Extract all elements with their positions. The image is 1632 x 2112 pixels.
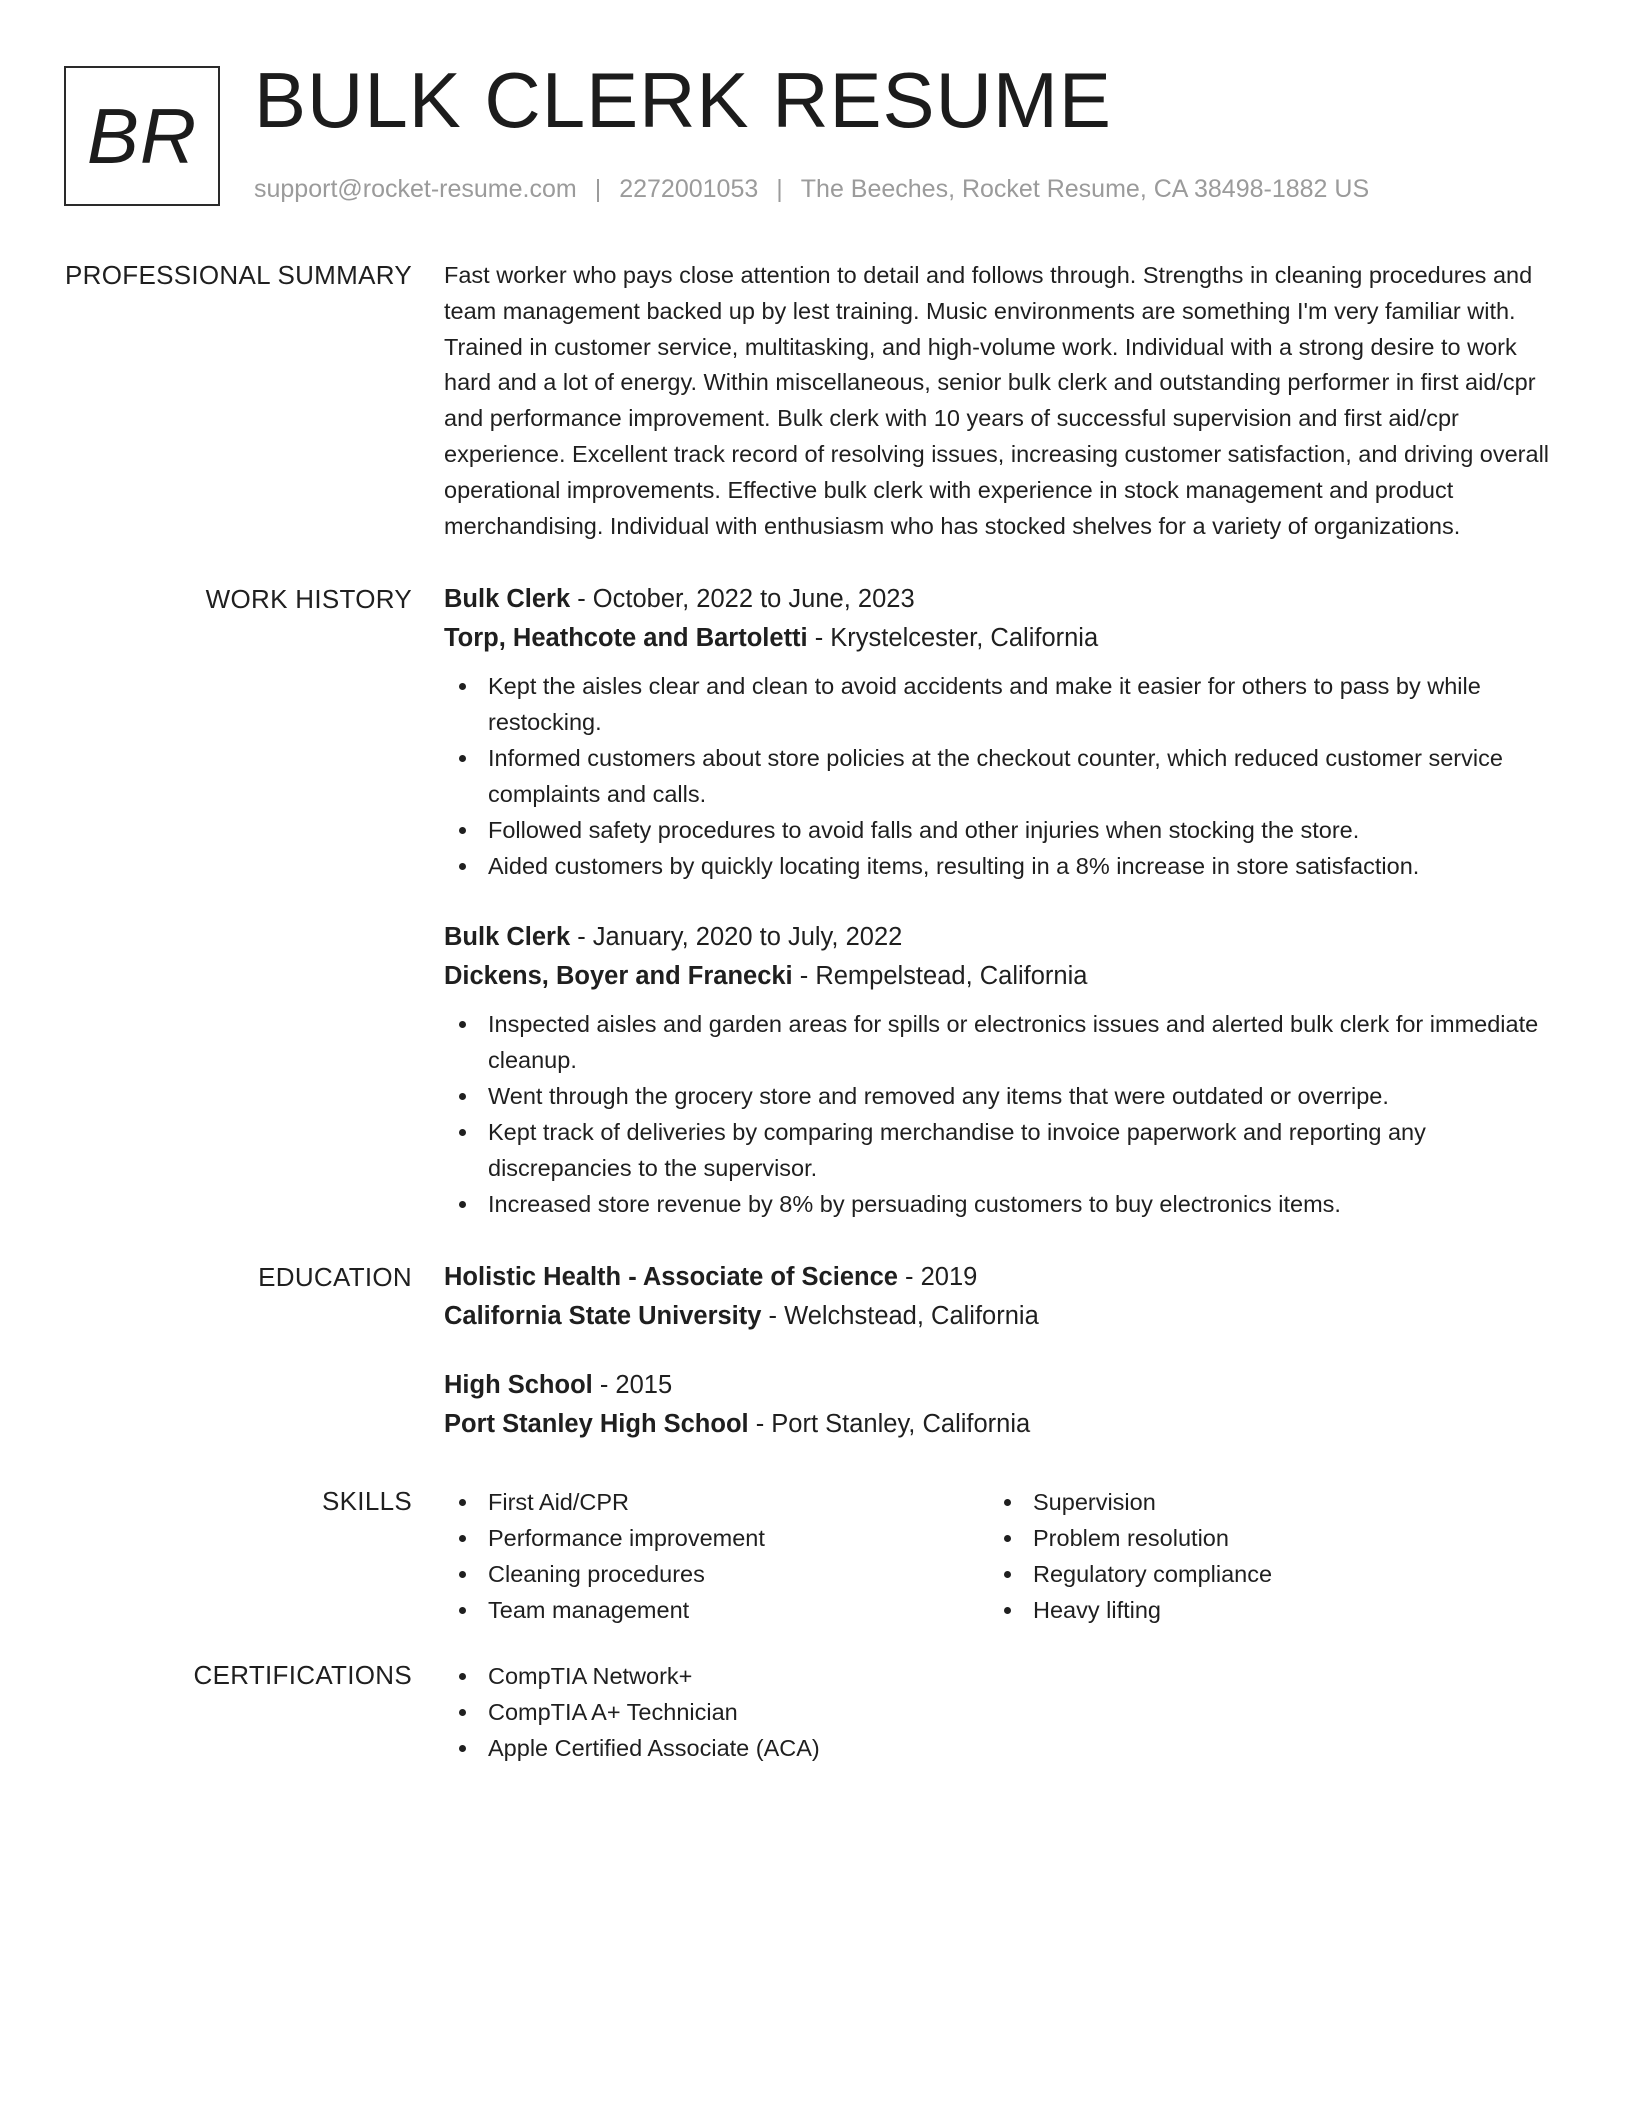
education-location: - Welchstead, California xyxy=(761,1302,1039,1331)
education-year: - 2015 xyxy=(592,1371,673,1400)
education-location: - Port Stanley, California xyxy=(748,1410,1031,1439)
contact-separator: | xyxy=(776,175,783,203)
skill-item: First Aid/CPR xyxy=(444,1484,989,1520)
job-bullet: Increased store revenue by 8% by persuading customers to buy electronics items. xyxy=(444,1186,1554,1222)
job-bullets xyxy=(444,668,1554,884)
certification-item: Apple Certified Associate (ACA) xyxy=(444,1730,1554,1766)
skill-item: Heavy lifting xyxy=(989,1592,1534,1628)
education-year: - 2019 xyxy=(897,1263,978,1292)
skill-item: Team management xyxy=(444,1592,989,1628)
job-dates: - October, 2022 to June, 2023 xyxy=(570,585,915,614)
job-bullets xyxy=(444,1006,1554,1222)
section-label-certifications: CERTIFICATIONS xyxy=(193,1660,412,1691)
education-degree: Holistic Health - Associate of Science xyxy=(444,1263,898,1292)
job-company-line xyxy=(444,621,1554,656)
skills-body xyxy=(444,1484,1554,1628)
monogram-badge: BR xyxy=(64,66,220,206)
work-history-body xyxy=(444,582,1554,1222)
job-company: Dickens, Boyer and Franecki xyxy=(444,962,793,991)
job-location: - Rempelstead, California xyxy=(792,962,1088,991)
job-bullet: Inspected aisles and garden areas for spills or electronics issues and alerted bulk clerk for immediate cleanup. xyxy=(444,1006,1554,1078)
skills-column-right xyxy=(989,1484,1534,1628)
skills-grid xyxy=(444,1484,1554,1628)
section-label-summary: PROFESSIONAL SUMMARY xyxy=(65,260,412,290)
contact-line xyxy=(254,174,1369,204)
certification-item: CompTIA A+ Technician xyxy=(444,1694,1554,1730)
skill-item: Performance improvement xyxy=(444,1520,989,1556)
contact-phone[interactable]: 2272001053 xyxy=(619,175,759,203)
job-entry xyxy=(444,920,1554,1222)
education-entry xyxy=(444,1260,1554,1334)
job-dates: - January, 2020 to July, 2022 xyxy=(570,923,903,952)
education-school-line xyxy=(444,1407,1554,1442)
resume-title: BULK CLERK RESUME xyxy=(254,56,1112,144)
job-bullet: Kept track of deliveries by comparing merchandise to invoice paperwork and reporting any discrepancies to the supervisor. xyxy=(444,1114,1554,1186)
job-title-line xyxy=(444,920,1554,955)
education-body xyxy=(444,1260,1554,1446)
certifications-body xyxy=(444,1658,1554,1766)
section-label-skills: SKILLS xyxy=(322,1486,412,1517)
skill-item: Problem resolution xyxy=(989,1520,1534,1556)
summary-text: Fast worker who pays close attention to detail and follows through. Strengths in cleaning procedures and team management backed up by lest training. Music environments are something I'm very familiar with. Trained in customer service, multitasking, and high-volume work. Individual with a strong desire to work hard and a lot of energy. Within miscellaneous, senior bulk clerk and outstanding performer in first aid/cpr and performance improvement. Bulk clerk with 10 years of successful supervision and first aid/cpr experience. Excellent track record of resolving issues, increasing customer satisfaction, and driving overall operational improvements. Effective bulk clerk with experience in stock management and product merchandising. Individual with enthusiasm who has stocked shelves for a variety of organizations. xyxy=(444,262,1550,539)
education-entry xyxy=(444,1368,1554,1442)
job-bullet: Followed safety procedures to avoid falls and other injuries when stocking the store. xyxy=(444,812,1554,848)
skill-item: Regulatory compliance xyxy=(989,1556,1534,1592)
job-bullet: Went through the grocery store and removed any items that were outdated or overripe. xyxy=(444,1078,1554,1114)
job-title: Bulk Clerk xyxy=(444,923,571,952)
job-bullet: Informed customers about store policies at the checkout counter, which reduced customer service complaints and calls. xyxy=(444,740,1554,812)
education-degree-line xyxy=(444,1368,1554,1403)
certification-list xyxy=(444,1658,1554,1766)
section-label-work-history: WORK HISTORY xyxy=(205,584,412,615)
section-education xyxy=(0,1260,1632,1446)
job-bullet: Aided customers by quickly locating items, resulting in a 8% increase in store satisfaction. xyxy=(444,848,1554,884)
contact-email[interactable]: support@rocket-resume.com xyxy=(254,175,577,203)
education-school: California State University xyxy=(444,1302,762,1331)
skill-item: Supervision xyxy=(989,1484,1534,1520)
contact-address: The Beeches, Rocket Resume, CA 38498-1882 US xyxy=(800,175,1370,203)
section-label-education: EDUCATION xyxy=(258,1262,412,1293)
job-location: - Krystelcester, California xyxy=(807,624,1099,653)
education-degree-line xyxy=(444,1260,1554,1295)
job-bullet: Kept the aisles clear and clean to avoid accidents and make it easier for others to pass by while restocking. xyxy=(444,668,1554,740)
resume-sections xyxy=(0,258,1632,1766)
education-school: Port Stanley High School xyxy=(444,1410,749,1439)
section-certifications xyxy=(0,1658,1632,1766)
skills-column-left xyxy=(444,1484,989,1628)
summary-body xyxy=(444,258,1554,544)
job-company: Torp, Heathcote and Bartoletti xyxy=(444,624,808,653)
job-title: Bulk Clerk xyxy=(444,585,571,614)
certification-item: CompTIA Network+ xyxy=(444,1658,1554,1694)
section-work-history xyxy=(0,582,1632,1222)
job-title-line xyxy=(444,582,1554,617)
section-summary xyxy=(0,258,1632,544)
section-skills xyxy=(0,1484,1632,1628)
job-company-line xyxy=(444,959,1554,994)
contact-separator: | xyxy=(594,175,602,203)
education-school-line xyxy=(444,1299,1554,1334)
education-degree: High School xyxy=(444,1371,593,1400)
skill-item: Cleaning procedures xyxy=(444,1556,989,1592)
job-entry xyxy=(444,582,1554,884)
